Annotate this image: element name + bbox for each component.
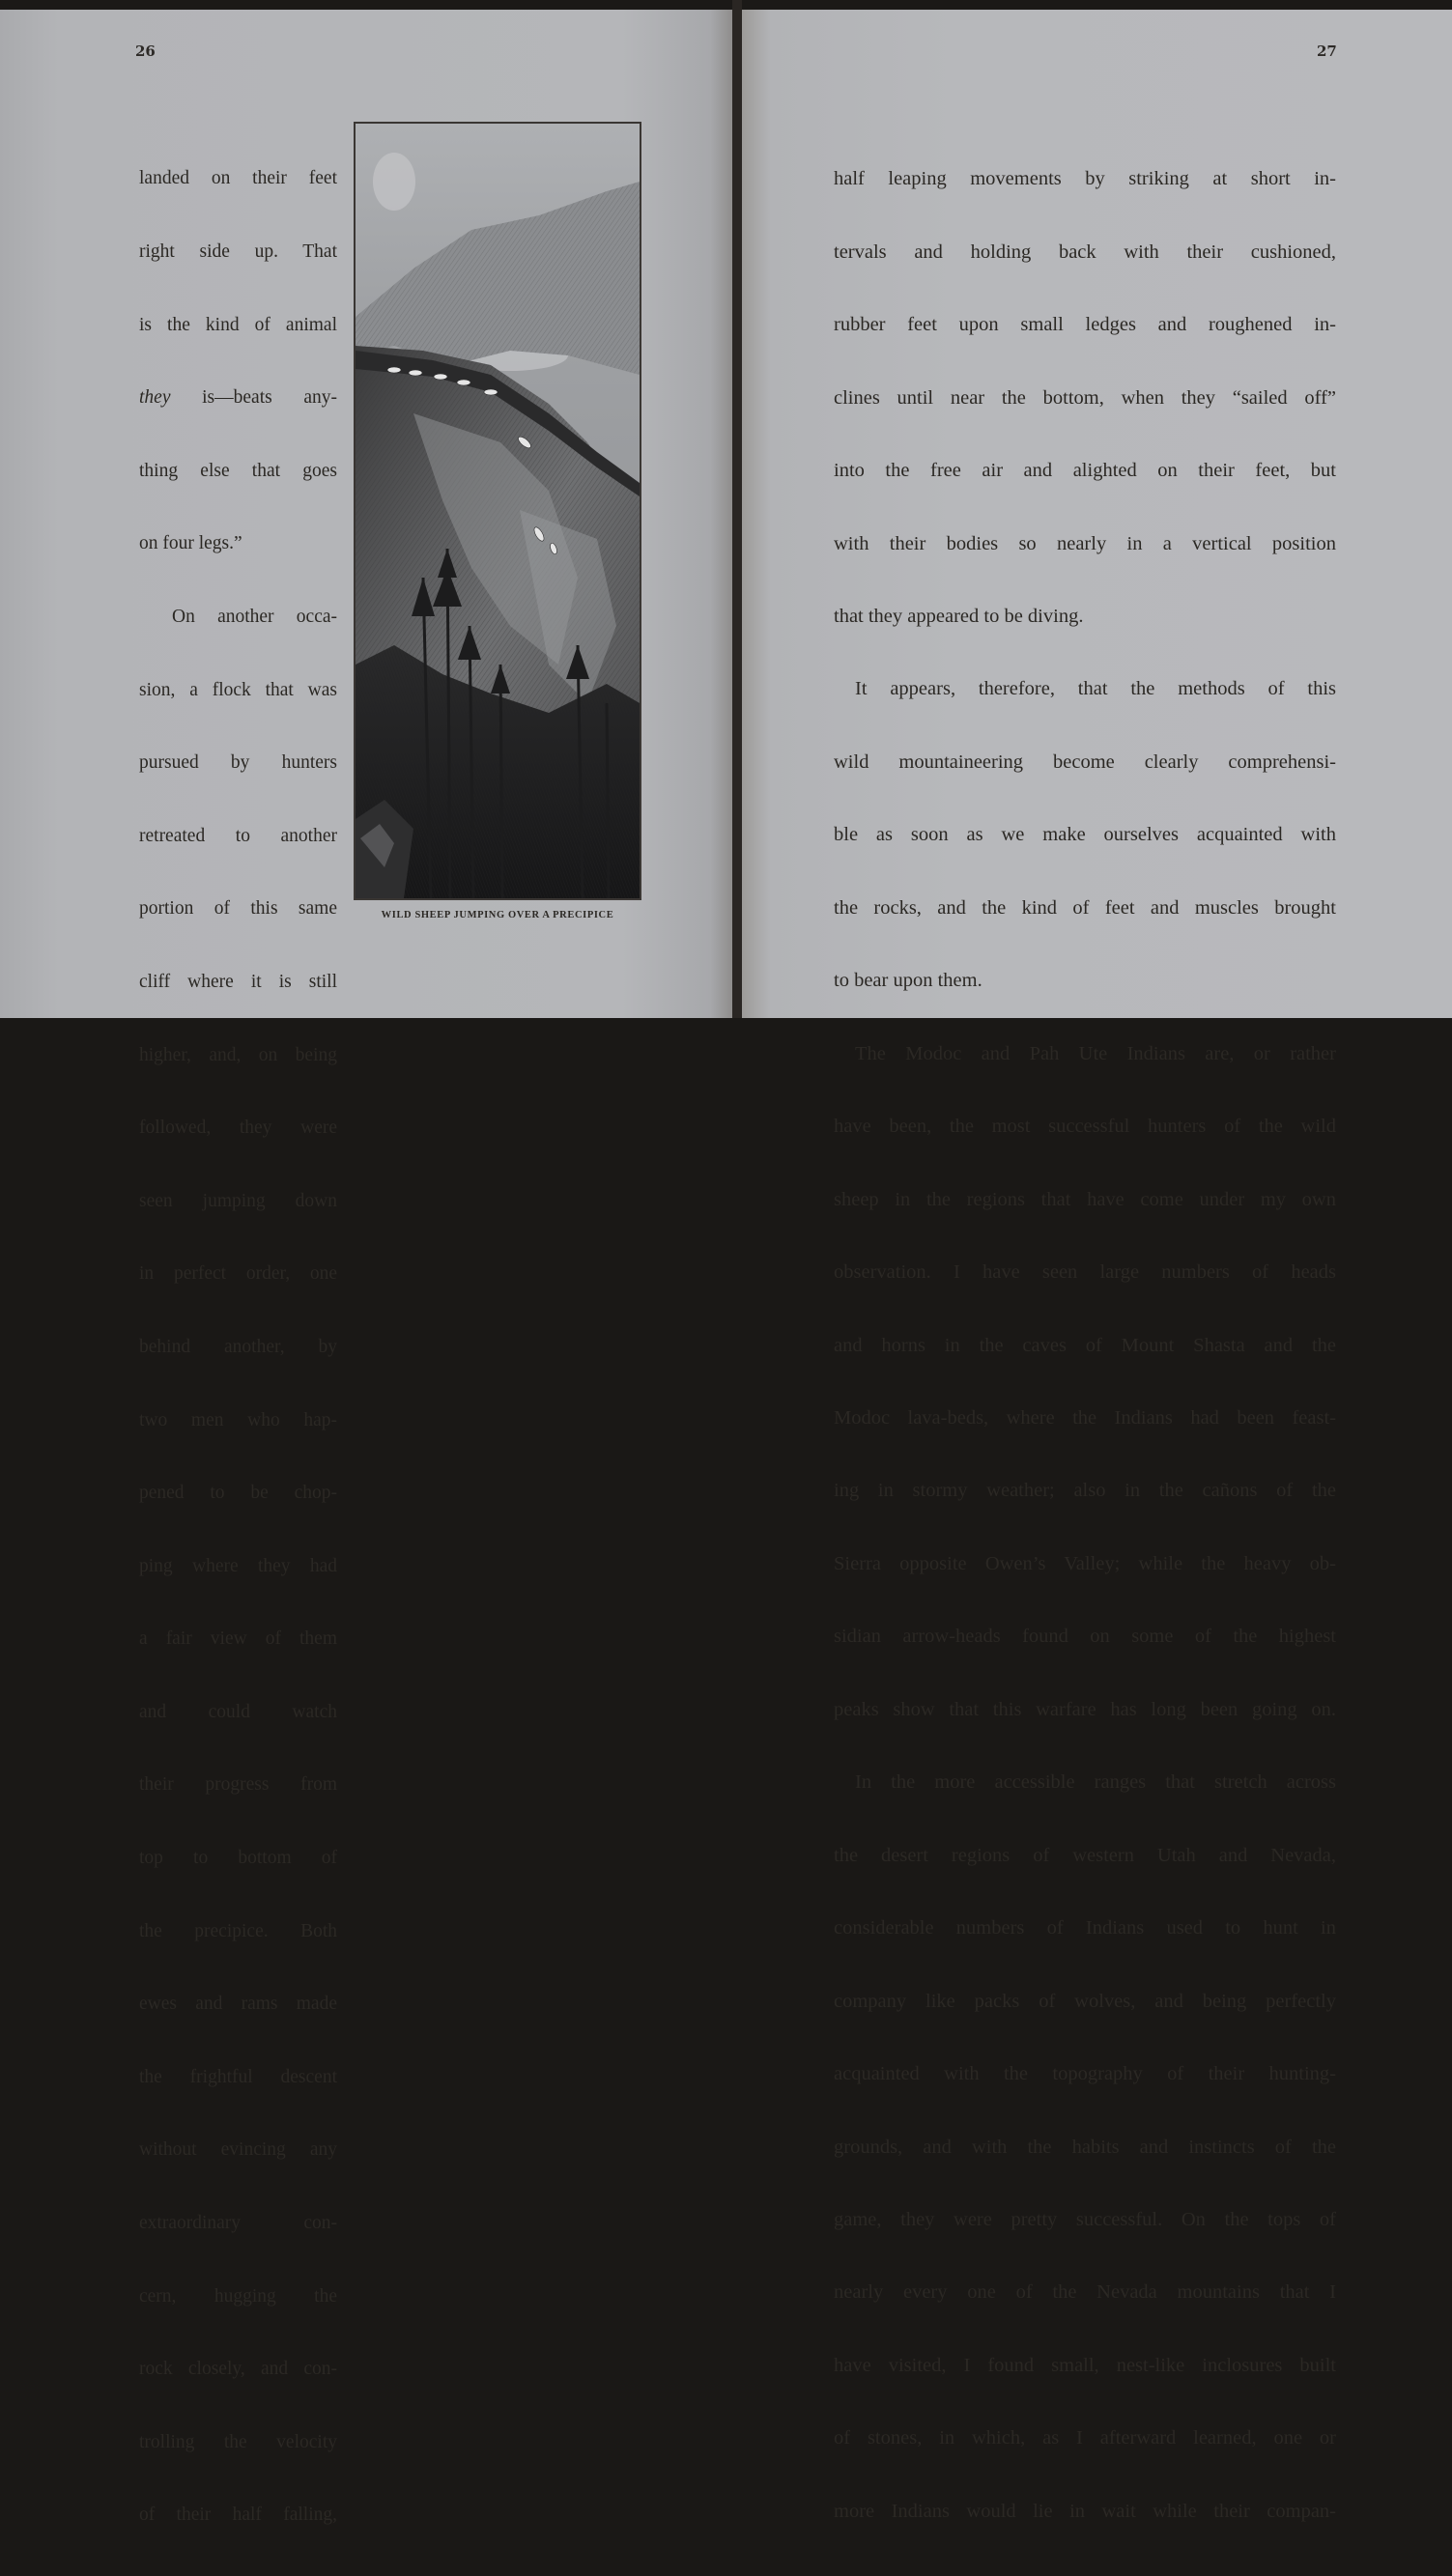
book-gutter [732,0,742,1018]
text-line: on four legs.” [139,533,242,554]
illustration-caption: WILD SHEEP JUMPING OVER A PRECIPICE [381,910,614,920]
text-line: have been, the most successful hunters of the wild [834,1116,1336,1138]
text-line: clines until near the bottom, when they “sailed off” [834,386,1336,409]
text-line: In the more accessible ranges that stretch across [855,1771,1336,1794]
text-line: On another occa- [172,606,337,627]
text-line: and could watch [139,1701,337,1722]
text-line: acquainted with the topography of their hunting- [834,2063,1336,2085]
text-line: thing else that goes [139,460,337,481]
text-line: cliff where it is still [139,971,337,992]
text-line: It appears, therefore, that the methods of this [855,678,1336,700]
text-line: nearly every one of the Nevada mountains that I [834,2281,1336,2304]
text-line: Sierra opposite Owen’s Valley; while the heavy ob- [834,1552,1336,1574]
text-line: more Indians would lie in wait while their compan- [834,2500,1336,2522]
text-line: trolling the velocity [139,2431,337,2452]
text-line: half leaping movements by striking at short in- [834,168,1336,190]
text-line: with their bodies so nearly in a vertical position [834,532,1336,554]
text-line: have visited, I found small, nest-like inclosures built [834,2354,1336,2376]
text-line: of stones, in which, as I afterward learned, one or [834,2427,1336,2449]
text-line: that they appeared to be diving. [834,606,1084,628]
text-line: into the free air and alighted on their feet, but [834,460,1336,482]
text-line: to bear upon them. [834,970,982,992]
text-line: they is—beats any- [139,387,337,409]
left-text-column [139,118,337,2576]
text-line: peaks show that this warfare has long been going on. [834,1698,1336,1720]
text-line: company like packs of wolves, and being perfectly [834,1990,1336,2012]
text-line: landed on their feet [139,168,337,189]
text-line: retreated to another [139,825,337,846]
text-line: the rocks, and the kind of feet and muscles brought [834,896,1336,919]
text-line: pursued by hunters [139,752,337,774]
right-text-column [834,119,1346,2572]
text-line: ing in stormy weather; also in the cañons of the [834,1480,1336,1502]
text-line: ble as soon as we make ourselves acquainted with [834,824,1336,846]
text-line: and horns in the caves of Mount Shasta and the [834,1334,1336,1356]
text-line: a fair view of them [139,1628,337,1650]
text-line: pened to be chop- [139,1483,337,1504]
text-line: grounds, and with the habits and instincts of the [834,2136,1336,2158]
text-line: considerable numbers of Indians used to hunt in [834,1917,1336,1939]
text-line: in perfect order, one [139,1263,337,1285]
text-line: game, they were pretty successful. On the tops of [834,2209,1336,2230]
text-line: their progress from [139,1774,337,1796]
text-line: seen jumping down [139,1190,337,1211]
text-line: tervals and holding back with their cushioned, [834,241,1336,263]
text-line: without evincing any [139,2139,337,2161]
text-line: higher, and, on being [139,1044,337,1065]
text-line: right side up. That [139,241,337,262]
text-line: behind another, by [139,1336,337,1357]
text-line: followed, they were [139,1118,337,1139]
text-line: ewes and rams made [139,1994,337,2015]
page-number: 27 [1317,42,1337,60]
text-line: the frightful descent [139,2066,337,2087]
text-line: is the kind of animal [139,314,337,335]
text-line: wild mountaineering become clearly comprehensi- [834,750,1336,773]
text-line: Modoc lava-beds, where the Indians had been feast- [834,1407,1336,1430]
text-line: rubber feet upon small ledges and roughened in- [834,314,1336,336]
text-line: portion of this same [139,898,337,920]
text-line: the desert regions of western Utah and Nevada, [834,1844,1336,1866]
wild-sheep-illustration [354,122,641,900]
text-line: sheep in the regions that have come under my own [834,1188,1336,1210]
text-line: extraordinary con- [139,2213,337,2234]
text-line: observation. I have seen large numbers of heads [834,1261,1336,1284]
text-line: cern, hugging the [139,2285,337,2307]
text-line: sion, a flock that was [139,679,337,700]
left-page [0,10,732,2526]
text-line: the precipice. Both [139,1920,337,1941]
text-line: rock closely, and con- [139,2359,337,2380]
text-line: The Modoc and Pah Ute Indians are, or rather [855,1042,1336,1064]
right-page [742,10,1452,2522]
text-line: ping where they had [139,1555,337,1576]
text-line: top to bottom of [139,1848,337,1869]
text-line: sidian arrow-heads found on some of the highest [834,1626,1336,1648]
text-line: of their half falling, [139,2505,337,2526]
text-line: two men who hap- [139,1409,337,1430]
page-number: 26 [135,42,156,60]
